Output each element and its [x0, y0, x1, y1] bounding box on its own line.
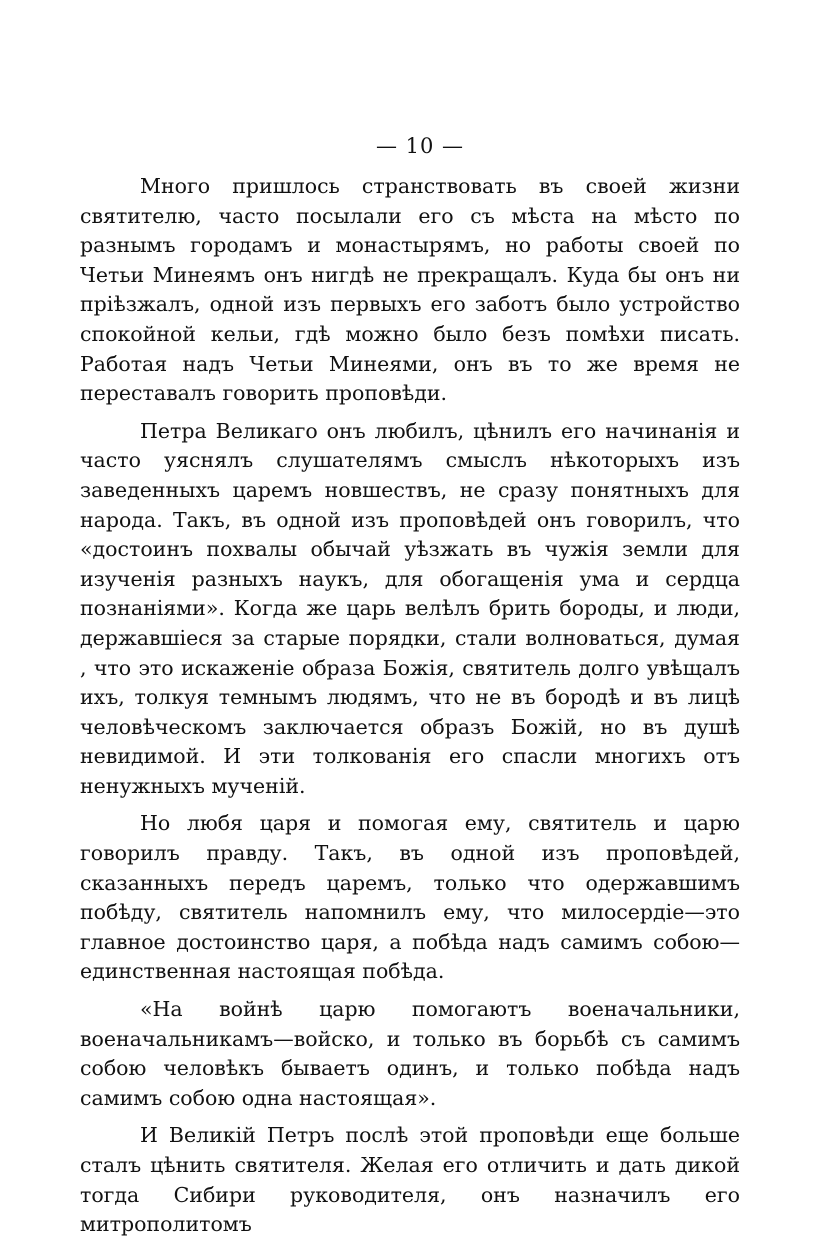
page-number: — 10 — — [375, 134, 465, 158]
paragraph-1: Много пришлось странствовать въ своей жизни святителю, часто посылали его съ мѣста на мѣсто по разнымъ городамъ и монастырямъ, но работы своей по Четьи Минеямъ онъ нигдѣ не прекращалъ. Куда бы онъ ни пріѣзжалъ, одной изъ первыхъ его заботъ было устройство спокойной кельи, гдѣ можно было безъ помѣхи писать. Работая надъ Четьи Минеями, онъ въ то же время не переставалъ говорить проповѣди. — [80, 174, 740, 406]
paragraph-5: И Великій Петръ послѣ этой проповѣди еще больше сталъ цѣнить святителя. Желая его отличить и дать дикой тогда Сибири руководителя, онъ назначилъ его митрополитомъ — [80, 1123, 740, 1237]
paragraph-2: Петра Великаго онъ любилъ, цѣнилъ его начинанія и часто уяснялъ слушателямъ смыслъ нѣкоторыхъ изъ заведенныхъ царемъ новшествъ, не сразу понятныхъ для народа. Такъ, въ одной изъ проповѣдей онъ говорилъ, что «достоинъ похвалы обычай уѣзжать въ чужія земли для изученія разныхъ наукъ, для обогащенія ума и сердца познаніями». Когда же царь велѣлъ брить бороды, и люди, державшіеся за старые порядки, стали волноваться, думая , что это искаженіе образа Божія, святитель долго увѣщалъ ихъ, толкуя темнымъ людямъ, что не въ бородѣ и въ лицѣ человѣческомъ заключается образъ Божій, но въ душѣ невидимой. И эти толкованія его спасли многихъ отъ ненужныхъ мученій. — [80, 418, 740, 798]
paragraph-4: «На войнѣ царю помогаютъ военачальники, военачальникамъ—войско, и только въ борьбѣ съ самимъ собою человѣкъ бываетъ одинъ, и только побѣда надъ самимъ собою одна настоящая». — [80, 997, 740, 1110]
body-text — [80, 172, 740, 1240]
paragraph-3: Но любя царя и помогая ему, святитель и царю говорилъ правду. Такъ, въ одной изъ проповѣдей, сказанныхъ передъ царемъ, только что одержавшимъ побѣду, святитель напомнилъ ему, что милосердіе—это главное достоинство царя, а побѣда надъ самимъ собою—единственная настоящая побѣда. — [80, 811, 740, 984]
